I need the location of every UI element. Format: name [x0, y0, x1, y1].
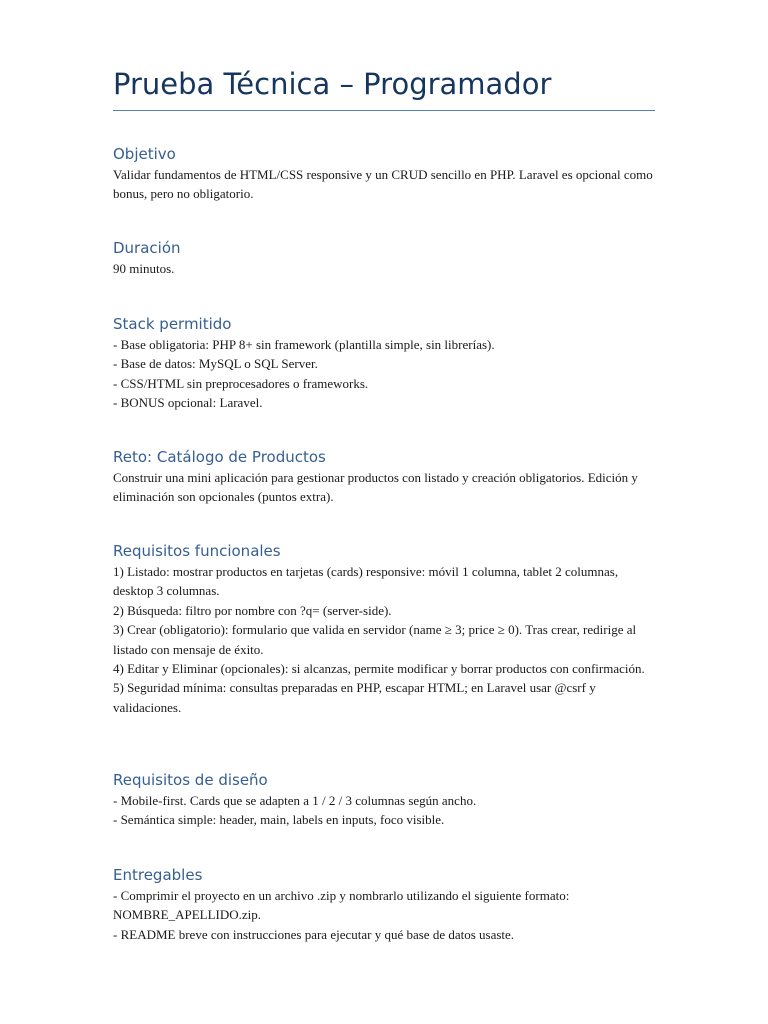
- list-item: - BONUS opcional: Laravel.: [113, 395, 263, 411]
- list-item: 4) Editar y Eliminar (opcionales): si alcanzas, permite modificar y borrar productos con confirmación.: [113, 661, 645, 677]
- list-item: - Mobile-first. Cards que se adapten a 1 / 2 / 3 columnas según ancho.: [113, 793, 477, 808]
- list-item: - Base de datos: MySQL o SQL Server.: [113, 356, 318, 372]
- list-item: - CSS/HTML sin preprocesadores o frameworks.: [113, 375, 369, 391]
- section-heading: Reto: Catálogo de Productos: [113, 448, 326, 466]
- section-heading: Entregables: [113, 866, 203, 884]
- list-item: 5) Seguridad mínima: consultas preparadas en PHP, escapar HTML; en Laravel usar @csrf y validaciones.: [113, 680, 596, 715]
- section-body: [113, 335, 655, 413]
- section-objetivo: [113, 143, 655, 204]
- section-heading: Requisitos funcionales: [113, 542, 281, 560]
- section-reto: [113, 446, 655, 507]
- section-body: [113, 259, 655, 278]
- section-body: [113, 165, 655, 204]
- section-duracion: [113, 237, 655, 278]
- section-heading: Duración: [113, 239, 181, 257]
- paragraph: Validar fundamentos de HTML/CSS responsive y un CRUD sencillo en PHP. Laravel es opcional como bonus, pero no obligatorio.: [113, 167, 653, 202]
- list-item: 1) Listado: mostrar productos en tarjetas (cards) responsive: móvil 1 columna, tablet 2 columnas, desktop 3 columnas.: [113, 564, 619, 599]
- section-requisitos-diseno: [113, 769, 655, 830]
- list-item: - README breve con instrucciones para ejecutar y qué base de datos usaste.: [113, 926, 515, 942]
- section-body: [113, 468, 655, 507]
- paragraph: 90 minutos.: [113, 261, 175, 276]
- section-heading: Requisitos de diseño: [113, 771, 268, 789]
- section-body: [113, 562, 655, 717]
- section-body: [113, 791, 655, 830]
- title-divider: [113, 110, 655, 111]
- list-item: - Semántica simple: header, main, labels en inputs, foco visible.: [113, 812, 445, 828]
- list-item: 3) Crear (obligatorio): formulario que valida en servidor (name ≥ 3; price ≥ 0). Tras crear, redirige al listado con mensaje de éxito.: [113, 622, 637, 657]
- list-item: - Comprimir el proyecto en un archivo .zip y nombrarlo utilizando el siguiente formato: NOMBRE_APELLIDO.zip.: [113, 888, 570, 923]
- section-heading: Stack permitido: [113, 315, 232, 333]
- section-requisitos-funcionales: [113, 540, 655, 717]
- document-title: Prueba Técnica – Programador: [113, 67, 552, 101]
- section-body: [113, 886, 655, 944]
- list-item: 2) Búsqueda: filtro por nombre con ?q= (server-side).: [113, 602, 392, 618]
- section-heading: Objetivo: [113, 145, 176, 163]
- section-stack-permitido: [113, 313, 655, 413]
- section-entregables: [113, 864, 655, 944]
- list-item: - Base obligatoria: PHP 8+ sin framework (plantilla simple, sin librerías).: [113, 337, 495, 352]
- paragraph: Construir una mini aplicación para gestionar productos con listado y creación obligatorios. Edición y eliminación son opcionales (puntos extra).: [113, 470, 638, 505]
